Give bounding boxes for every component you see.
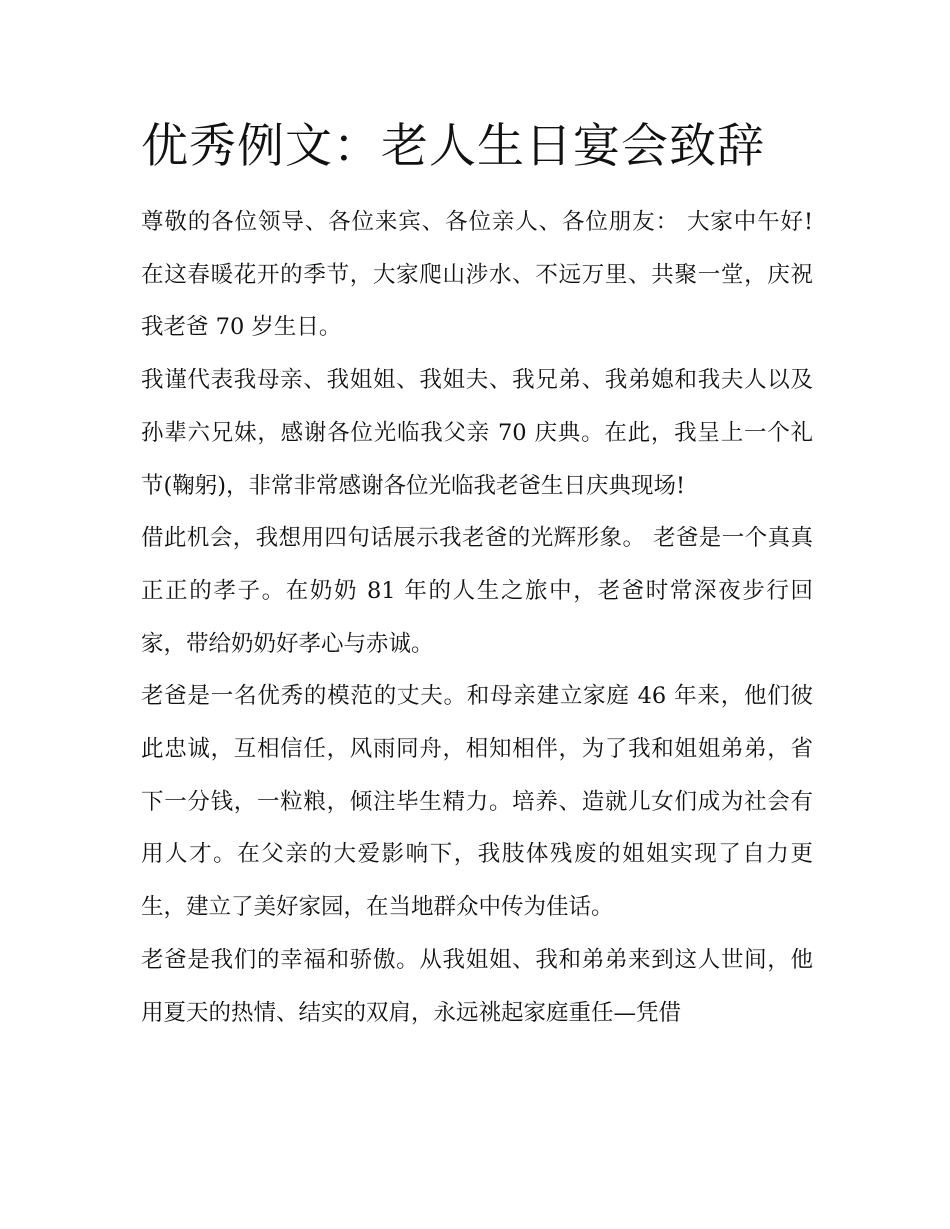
- paragraph-pride: 老爸是我们的幸福和骄傲。从我姐姐、我和弟弟来到这人世间，他用夏天的热情、结实的双肩，永远祧起家庭重任—凭借: [141, 946, 813, 1026]
- paragraph-filial-son: 借此机会，我想用四句话展示我老爸的光辉形象。 老爸是一个真真正正的孝子。在奶奶 81 年的人生之旅中，老爸时常深夜步行回家，带给奶奶好孝心与赤诚。: [141, 525, 813, 657]
- document-body: [141, 112, 813, 1039]
- paragraph-greeting: 尊敬的各位领导、各位来宾、各位亲人、各位朋友： 大家中午好! 在这春暖花开的季节，大家爬山涉水、不远万里、共聚一堂，庆祝我老爸 70 岁生日。: [141, 209, 813, 341]
- document-title: 优秀例文：老人生日宴会致辞: [141, 119, 765, 174]
- paragraph-thanks: 我谨代表我母亲、我姐姐、我姐夫、我兄弟、我弟媳和我夫人以及孙辈六兄妹，感谢各位光临我父亲 70 庆典。在此，我呈上一个礼节(鞠躬)，非常非常感谢各位光临我老爸生日庆典现场!: [141, 367, 813, 499]
- paragraph-model-husband: 老爸是一名优秀的模范的丈夫。和母亲建立家庭 46 年来，他们彼此忠诚，互相信任，风雨同舟，相知相伴，为了我和姐姐弟弟，省下一分钱，一粒粮，倾注毕生精力。培养、造就儿女们成为社会有用人才。在父亲的大爱影响下，我肢体残废的姐姐实现了自力更生，建立了美好家园，在当地群众中传为佳话。: [141, 683, 813, 921]
